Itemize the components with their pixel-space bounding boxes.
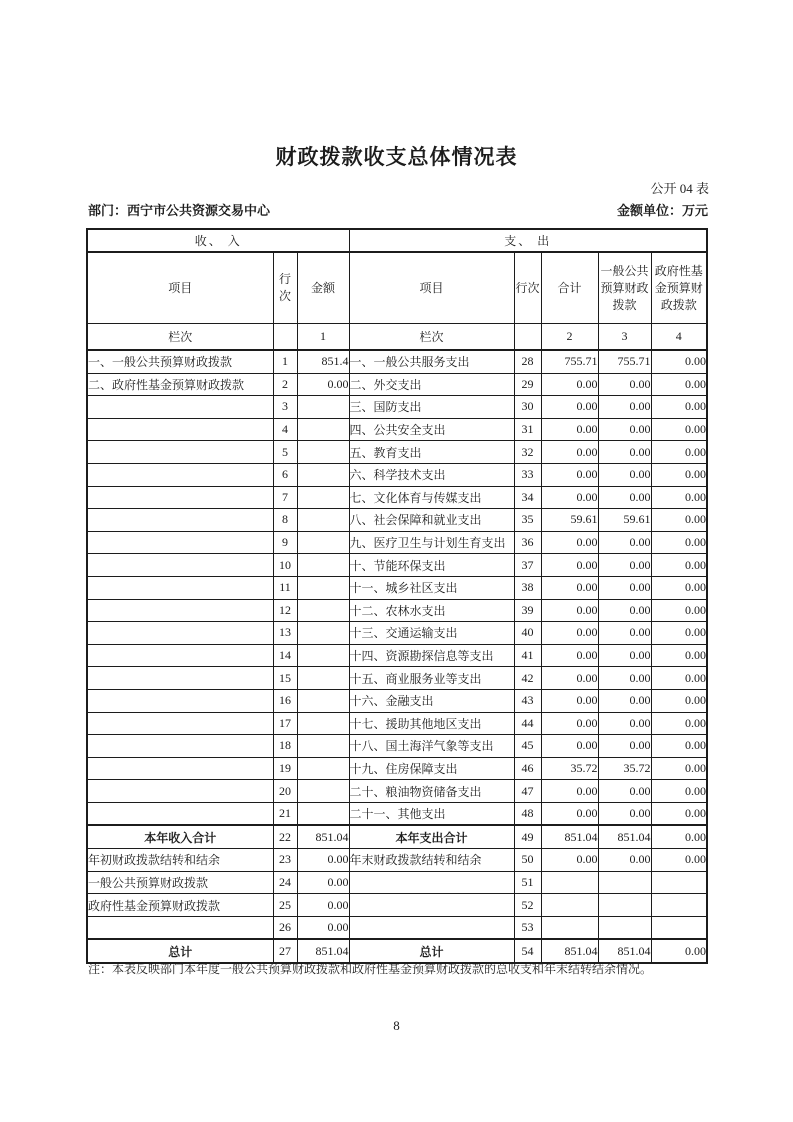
expense-line-no-cell: 39: [514, 599, 541, 622]
expense-general-budget-cell: 851.04: [598, 939, 651, 963]
income-item-cell: [87, 463, 273, 486]
expense-item-cell: 九、医疗卫生与计划生育支出: [349, 531, 514, 554]
expense-gov-fund-cell: [651, 916, 707, 939]
income-item-cell: [87, 554, 273, 577]
income-amount-cell: [297, 622, 349, 645]
expense-total-cell: 0.00: [541, 441, 598, 464]
expense-line-no-cell: 48: [514, 802, 541, 825]
col-header-income-item: 项目: [87, 252, 273, 324]
expense-item-cell: 四、公共安全支出: [349, 418, 514, 441]
col-header-income-amount: 金额: [297, 252, 349, 324]
expense-general-budget-cell: [598, 894, 651, 917]
income-amount-cell: [297, 509, 349, 532]
expense-gov-fund-cell: 0.00: [651, 780, 707, 803]
table-row: [87, 350, 707, 373]
income-item-cell: 政府性基金预算财政拨款: [87, 894, 273, 917]
table-row: [87, 373, 707, 396]
expense-gov-fund-cell: 0.00: [651, 350, 707, 373]
income-line-no-cell: 4: [273, 418, 297, 441]
income-item-cell: [87, 396, 273, 419]
column-index-row: [87, 324, 707, 351]
table-row: [87, 599, 707, 622]
income-item-cell: 年初财政拨款结转和结余: [87, 849, 273, 872]
table-row: [87, 712, 707, 735]
col-header-expense-item: 项目: [349, 252, 514, 324]
table-code-label: 公开 04 表: [650, 181, 709, 196]
expense-line-no-cell: 38: [514, 576, 541, 599]
table-row: [87, 849, 707, 872]
income-amount-cell: [297, 486, 349, 509]
income-item-cell: [87, 622, 273, 645]
table-row: [87, 441, 707, 464]
column-header-row: [87, 252, 707, 324]
expense-item-cell: 七、文化体育与传媒支出: [349, 486, 514, 509]
income-amount-cell: 851.04: [297, 939, 349, 963]
income-line-no-cell: 20: [273, 780, 297, 803]
expense-total-cell: 0.00: [541, 531, 598, 554]
income-amount-cell: 0.00: [297, 916, 349, 939]
department-label: 部门：西宁市公共资源交易中心: [88, 203, 271, 218]
expense-total-cell: [541, 916, 598, 939]
expense-total-cell: 0.00: [541, 802, 598, 825]
expense-gov-fund-cell: 0.00: [651, 712, 707, 735]
income-line-no-cell: 16: [273, 689, 297, 712]
expense-general-budget-cell: 0.00: [598, 554, 651, 577]
income-amount-cell: [297, 554, 349, 577]
expense-item-cell: 本年支出合计: [349, 825, 514, 848]
expense-general-budget-cell: 0.00: [598, 441, 651, 464]
expense-general-budget-cell: 0.00: [598, 644, 651, 667]
expense-item-cell: 十六、金融支出: [349, 689, 514, 712]
income-amount-cell: [297, 531, 349, 554]
expense-general-budget-cell: 0.00: [598, 531, 651, 554]
expense-total-cell: 0.00: [541, 622, 598, 645]
table-row: [87, 622, 707, 645]
expense-gov-fund-cell: 0.00: [651, 689, 707, 712]
income-index-amount: 1: [297, 324, 349, 351]
income-line-no-cell: 13: [273, 622, 297, 645]
expense-item-cell: 十三、交通运输支出: [349, 622, 514, 645]
income-line-no-cell: 17: [273, 712, 297, 735]
expense-general-budget-cell: 0.00: [598, 418, 651, 441]
expense-line-no-cell: 29: [514, 373, 541, 396]
income-amount-cell: 0.00: [297, 871, 349, 894]
income-amount-cell: 0.00: [297, 849, 349, 872]
expense-general-budget-cell: 0.00: [598, 486, 651, 509]
expense-line-no-cell: 33: [514, 463, 541, 486]
income-item-cell: [87, 418, 273, 441]
page-number: 8: [393, 1018, 400, 1033]
expense-gov-fund-cell: 0.00: [651, 531, 707, 554]
expense-gov-fund-cell: [651, 871, 707, 894]
expense-total-cell: 0.00: [541, 735, 598, 758]
income-line-no-cell: 11: [273, 576, 297, 599]
income-amount-cell: [297, 576, 349, 599]
income-line-no-cell: 27: [273, 939, 297, 963]
income-line-no-cell: 18: [273, 735, 297, 758]
unit-label: 金额单位：万元: [616, 203, 708, 218]
income-item-cell: 本年收入合计: [87, 825, 273, 848]
income-item-cell: [87, 757, 273, 780]
expense-total-cell: 0.00: [541, 396, 598, 419]
expense-general-budget-cell: [598, 871, 651, 894]
expense-total-cell: [541, 894, 598, 917]
expense-item-cell: 年末财政拨款结转和结余: [349, 849, 514, 872]
table-row: [87, 802, 707, 825]
expense-general-budget-cell: 35.72: [598, 757, 651, 780]
col-header-expense-total: 合计: [541, 252, 598, 324]
expense-general-budget-cell: 851.04: [598, 825, 651, 848]
income-amount-cell: [297, 735, 349, 758]
income-line-no-cell: 7: [273, 486, 297, 509]
income-line-no-cell: 9: [273, 531, 297, 554]
expense-gov-fund-cell: 0.00: [651, 396, 707, 419]
income-item-cell: 一、一般公共预算财政拨款: [87, 350, 273, 373]
income-item-cell: [87, 689, 273, 712]
expense-general-budget-cell: 0.00: [598, 802, 651, 825]
table-row: [87, 735, 707, 758]
expense-item-cell: 二十一、其他支出: [349, 802, 514, 825]
col-header-expense-gov-fund: 政府性基金预算财政拨款: [651, 252, 707, 324]
income-item-cell: [87, 441, 273, 464]
expense-line-no-cell: 28: [514, 350, 541, 373]
expense-line-no-cell: 44: [514, 712, 541, 735]
income-line-no-cell: 3: [273, 396, 297, 419]
table-row: [87, 644, 707, 667]
expense-total-cell: 755.71: [541, 350, 598, 373]
income-line-no-cell: 6: [273, 463, 297, 486]
expense-line-no-cell: 47: [514, 780, 541, 803]
table-body: [87, 350, 707, 963]
expense-line-no-cell: 37: [514, 554, 541, 577]
expense-general-budget-cell: [598, 916, 651, 939]
table-row: [87, 667, 707, 690]
table-row: [87, 825, 707, 848]
income-section-header: 收、 入: [87, 229, 349, 252]
expense-general-budget-cell: 0.00: [598, 780, 651, 803]
expense-gov-fund-cell: 0.00: [651, 599, 707, 622]
expense-general-budget-cell: 0.00: [598, 396, 651, 419]
expense-line-no-cell: 32: [514, 441, 541, 464]
expense-item-cell: 十八、国土海洋气象等支出: [349, 735, 514, 758]
income-item-cell: [87, 802, 273, 825]
expense-item-cell: 十、节能环保支出: [349, 554, 514, 577]
income-line-no-cell: 12: [273, 599, 297, 622]
expense-total-cell: 35.72: [541, 757, 598, 780]
expense-total-cell: 0.00: [541, 554, 598, 577]
expense-total-cell: 0.00: [541, 849, 598, 872]
income-line-no-cell: 2: [273, 373, 297, 396]
expense-line-no-cell: 54: [514, 939, 541, 963]
expense-item-cell: [349, 871, 514, 894]
income-line-no-cell: 5: [273, 441, 297, 464]
expense-total-cell: 0.00: [541, 780, 598, 803]
expense-general-budget-cell: 0.00: [598, 712, 651, 735]
income-amount-cell: [297, 599, 349, 622]
income-amount-cell: 851.04: [297, 825, 349, 848]
table-row: [87, 780, 707, 803]
expense-index-label: 栏次: [349, 324, 514, 351]
expense-line-no-cell: 31: [514, 418, 541, 441]
expense-gov-fund-cell: 0.00: [651, 825, 707, 848]
expense-gov-fund-cell: 0.00: [651, 418, 707, 441]
income-item-cell: [87, 780, 273, 803]
income-line-no-cell: 14: [273, 644, 297, 667]
income-amount-cell: [297, 463, 349, 486]
expense-general-budget-cell: 0.00: [598, 667, 651, 690]
income-line-no-cell: 25: [273, 894, 297, 917]
income-line-no-cell: 24: [273, 871, 297, 894]
income-amount-cell: [297, 644, 349, 667]
col-header-income-line-no: 行次: [273, 252, 297, 324]
expense-item-cell: 六、科学技术支出: [349, 463, 514, 486]
expense-line-no-cell: 46: [514, 757, 541, 780]
expense-gov-fund-cell: 0.00: [651, 554, 707, 577]
expense-line-no-cell: 30: [514, 396, 541, 419]
income-amount-cell: 0.00: [297, 373, 349, 396]
expense-gov-fund-cell: 0.00: [651, 486, 707, 509]
expense-gov-fund-cell: 0.00: [651, 667, 707, 690]
expense-gov-fund-cell: 0.00: [651, 735, 707, 758]
income-item-cell: [87, 599, 273, 622]
expense-item-cell: 十二、农林水支出: [349, 599, 514, 622]
expense-line-no-cell: 40: [514, 622, 541, 645]
expense-item-cell: 二、外交支出: [349, 373, 514, 396]
table-row: [87, 531, 707, 554]
table-row: [87, 554, 707, 577]
expense-line-no-cell: 41: [514, 644, 541, 667]
income-item-cell: 二、政府性基金预算财政拨款: [87, 373, 273, 396]
expense-total-cell: 0.00: [541, 576, 598, 599]
section-header-row: [87, 229, 707, 252]
expense-line-no-cell: 42: [514, 667, 541, 690]
expense-total-cell: 0.00: [541, 644, 598, 667]
expense-item-cell: 十四、资源勘探信息等支出: [349, 644, 514, 667]
table-row: [87, 916, 707, 939]
expense-general-budget-cell: 0.00: [598, 576, 651, 599]
income-line-no-cell: 19: [273, 757, 297, 780]
income-line-no-cell: 23: [273, 849, 297, 872]
expense-item-cell: 总计: [349, 939, 514, 963]
table-row: [87, 463, 707, 486]
expense-line-no-cell: 35: [514, 509, 541, 532]
income-item-cell: [87, 531, 273, 554]
expense-item-cell: [349, 894, 514, 917]
income-index-label: 栏次: [87, 324, 273, 351]
expense-general-budget-cell: 755.71: [598, 350, 651, 373]
income-item-cell: 一般公共预算财政拨款: [87, 871, 273, 894]
table-row: [87, 396, 707, 419]
expense-total-cell: 0.00: [541, 599, 598, 622]
income-line-no-cell: 1: [273, 350, 297, 373]
table-row: [87, 576, 707, 599]
expense-gov-fund-cell: 0.00: [651, 644, 707, 667]
fiscal-table: [86, 228, 708, 964]
expense-total-cell: 0.00: [541, 373, 598, 396]
income-line-no-cell: 21: [273, 802, 297, 825]
expense-item-cell: 十五、商业服务业等支出: [349, 667, 514, 690]
income-amount-cell: [297, 689, 349, 712]
income-amount-cell: [297, 418, 349, 441]
income-item-cell: [87, 735, 273, 758]
income-index-line-no: [273, 324, 297, 351]
expense-total-cell: 0.00: [541, 667, 598, 690]
income-item-cell: [87, 486, 273, 509]
expense-general-budget-cell: 0.00: [598, 463, 651, 486]
expense-total-cell: 0.00: [541, 463, 598, 486]
expense-line-no-cell: 53: [514, 916, 541, 939]
income-amount-cell: 0.00: [297, 894, 349, 917]
expense-line-no-cell: 52: [514, 894, 541, 917]
table-row: [87, 894, 707, 917]
income-item-cell: [87, 644, 273, 667]
expense-item-cell: 十一、城乡社区支出: [349, 576, 514, 599]
expense-item-cell: [349, 916, 514, 939]
col-header-expense-line-no: 行次: [514, 252, 541, 324]
expense-line-no-cell: 50: [514, 849, 541, 872]
expense-gov-fund-cell: 0.00: [651, 757, 707, 780]
col-header-expense-general-budget: 一般公共预算财政拨款: [598, 252, 651, 324]
expense-line-no-cell: 34: [514, 486, 541, 509]
expense-gov-fund-cell: 0.00: [651, 849, 707, 872]
income-line-no-cell: 10: [273, 554, 297, 577]
expense-total-cell: 0.00: [541, 486, 598, 509]
table-row: [87, 757, 707, 780]
expense-gov-fund-cell: 0.00: [651, 441, 707, 464]
income-amount-cell: [297, 712, 349, 735]
table-row: [87, 509, 707, 532]
expense-general-budget-cell: 0.00: [598, 599, 651, 622]
expense-total-cell: 851.04: [541, 825, 598, 848]
income-amount-cell: [297, 441, 349, 464]
expense-general-budget-cell: 0.00: [598, 735, 651, 758]
expense-line-no-cell: 45: [514, 735, 541, 758]
expense-line-no-cell: 51: [514, 871, 541, 894]
expense-total-cell: 0.00: [541, 712, 598, 735]
expense-gov-fund-cell: 0.00: [651, 939, 707, 963]
expense-index-total: 2: [541, 324, 598, 351]
income-amount-cell: [297, 780, 349, 803]
expense-total-cell: 851.04: [541, 939, 598, 963]
expense-line-no-cell: 36: [514, 531, 541, 554]
expense-index-gov-fund: 4: [651, 324, 707, 351]
expense-section-header: 支、 出: [349, 229, 707, 252]
expense-item-cell: 一、一般公共服务支出: [349, 350, 514, 373]
page-title: 财政拨款收支总体情况表: [275, 145, 518, 169]
expense-item-cell: 三、国防支出: [349, 396, 514, 419]
income-line-no-cell: 8: [273, 509, 297, 532]
expense-gov-fund-cell: 0.00: [651, 576, 707, 599]
income-item-cell: [87, 509, 273, 532]
expense-index-general-budget: 3: [598, 324, 651, 351]
income-amount-cell: [297, 667, 349, 690]
expense-total-cell: 0.00: [541, 689, 598, 712]
expense-gov-fund-cell: 0.00: [651, 373, 707, 396]
expense-general-budget-cell: 0.00: [598, 373, 651, 396]
footnote: 注：本表反映部门本年度一般公共预算财政拨款和政府性基金预算财政拨款的总收支和年末结转结余情况。: [88, 962, 653, 976]
expense-gov-fund-cell: 0.00: [651, 622, 707, 645]
expense-item-cell: 十七、援助其他地区支出: [349, 712, 514, 735]
expense-index-line-no: [514, 324, 541, 351]
income-amount-cell: [297, 757, 349, 780]
table-row: [87, 486, 707, 509]
expense-general-budget-cell: 59.61: [598, 509, 651, 532]
expense-item-cell: 五、教育支出: [349, 441, 514, 464]
expense-total-cell: 0.00: [541, 418, 598, 441]
expense-line-no-cell: 49: [514, 825, 541, 848]
income-line-no-cell: 26: [273, 916, 297, 939]
income-item-cell: [87, 667, 273, 690]
expense-total-cell: [541, 871, 598, 894]
income-line-no-cell: 22: [273, 825, 297, 848]
expense-general-budget-cell: 0.00: [598, 622, 651, 645]
expense-gov-fund-cell: 0.00: [651, 463, 707, 486]
expense-general-budget-cell: 0.00: [598, 849, 651, 872]
income-item-cell: [87, 576, 273, 599]
income-item-cell: [87, 712, 273, 735]
expense-line-no-cell: 43: [514, 689, 541, 712]
expense-item-cell: 二十、粮油物资储备支出: [349, 780, 514, 803]
income-amount-cell: [297, 802, 349, 825]
income-item-cell: 总计: [87, 939, 273, 963]
expense-item-cell: 八、社会保障和就业支出: [349, 509, 514, 532]
income-amount-cell: 851.4: [297, 350, 349, 373]
income-line-no-cell: 15: [273, 667, 297, 690]
expense-total-cell: 59.61: [541, 509, 598, 532]
expense-gov-fund-cell: [651, 894, 707, 917]
table-row: [87, 418, 707, 441]
income-amount-cell: [297, 396, 349, 419]
expense-general-budget-cell: 0.00: [598, 689, 651, 712]
expense-gov-fund-cell: 0.00: [651, 802, 707, 825]
income-item-cell: [87, 916, 273, 939]
expense-gov-fund-cell: 0.00: [651, 509, 707, 532]
table-row: [87, 871, 707, 894]
expense-item-cell: 十九、住房保障支出: [349, 757, 514, 780]
table-row: [87, 689, 707, 712]
